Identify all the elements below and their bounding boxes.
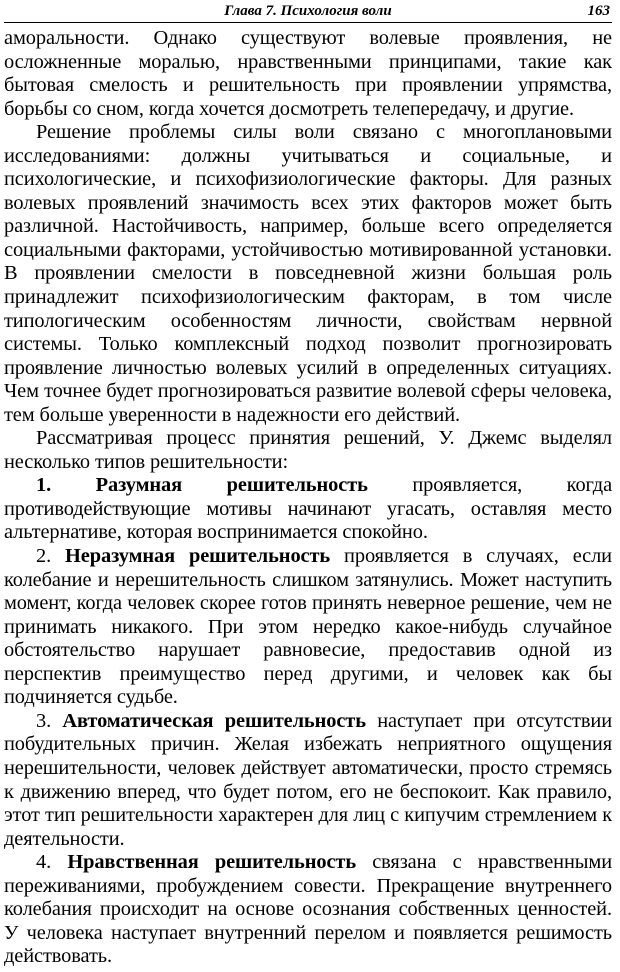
paragraph-text: проявляется в случаях, если колебание и нерешительность слишком затянулись. Может наступить момент, когда человек скорее готов принять неверное решение, чем не принимать никакого. При этом нередко какое-нибудь случайное обстоятельство нарушает равновесие, предоставив одной из перспектив преимущество перед другими, и человек как бы подчиняется судьбе. [4, 545, 612, 709]
body-text [4, 27, 612, 969]
paragraph-5 [4, 545, 612, 710]
book-page [4, 0, 612, 972]
paragraph-text: связана с нравственными переживаниями, пробуждением совести. Прекращение внутреннего колебания происходит на основе осознания собственных ценностей. У человека наступает внутренний перелом и появляется решимость действовать. [4, 851, 613, 968]
list-number: 2. [36, 545, 66, 568]
list-number: 4. [36, 851, 68, 874]
paragraph-text: проявляется, когда противодействующие мотивы начинают угасать, оставляя место альтернативе, которая воспринимается спокойно. [4, 474, 613, 544]
list-number: 3. [36, 709, 63, 732]
paragraph-text: Решение проблемы силы воли связано с многоплановыми исследованиями: должны учитываться и социальные, и психологические, и психофизиологические факторы. Для разных волевых проявлений значимость всех этих факторов может быть различной. Настойчивость, например, больше всего определяется социальными факторами, устойчивостью мотивированной установки. В проявлении смелости в повседневной жизни большая роль принадлежит психофизиологическим факторам, в том числе типологическим особенностям личности, свойствам нервной системы. Только комплексный подход позволит прогнозировать проявление личностью волевых усилий в определенных ситуациях. Чем точнее будет прогнозироваться развитие волевой сферы человека, тем больше уверенности в надежности его действий. [4, 121, 612, 426]
paragraph-1 [4, 27, 612, 121]
paragraph-6 [4, 710, 612, 851]
list-number: 1. [36, 474, 96, 497]
chapter-title: Глава 7. Психология воли [224, 3, 392, 19]
paragraph-4 [4, 474, 612, 545]
bold-term: Неразумная решительность [65, 545, 331, 568]
paragraph-2 [4, 121, 612, 427]
bold-term: Разумная решительность [95, 474, 368, 497]
bold-term: Нравственная решительность [67, 851, 356, 874]
paragraph-text: Рассматривая процесс принятия решений, У. Джемс выделял несколько типов решительности: [4, 427, 612, 473]
running-header [4, 0, 612, 23]
page-number: 163 [587, 3, 610, 19]
paragraph-7 [4, 851, 612, 969]
bold-term: Автоматическая решительность [62, 709, 366, 732]
paragraph-3 [4, 427, 612, 474]
paragraph-text: аморальности. Однако существуют волевые проявления, не осложненные моралью, нравственными принципами, такие как бытовая смелость и решительность при проявлении упрямства, борьбы со сном, когда хочется досмотреть телепередачу, и другие. [4, 27, 612, 120]
paragraph-text: наступает при отсутствии побудительных причин. Желая избежать неприятного ощущения нерешительности, человек действует автоматически, просто стремясь к движению вперед, что будет потом, его не беспокоит. Как правило, этот тип решительности характерен для лиц с кипучим стремлением к деятельности. [4, 709, 613, 850]
